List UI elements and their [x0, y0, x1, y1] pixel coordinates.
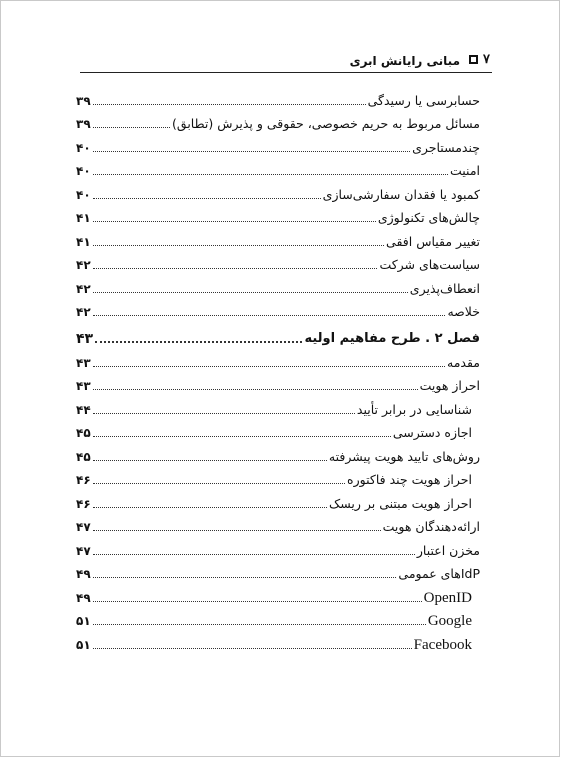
- toc-entry-title: اجازه دسترسی: [392, 425, 472, 440]
- dot-leader: [93, 268, 378, 269]
- toc-entry-page-number: ۵۱: [76, 637, 91, 652]
- toc-entry-page-number: ۴۱: [76, 234, 91, 249]
- toc-entry[interactable]: [76, 536, 480, 560]
- header-page-number: ۷: [483, 52, 490, 67]
- toc-entry-page-number: ۴۶: [76, 473, 91, 487]
- dot-leader: [95, 341, 302, 343]
- dot-leader: [93, 507, 327, 508]
- dot-leader: [93, 436, 391, 437]
- toc-entry-title: Facebook: [413, 636, 472, 653]
- dot-leader: [93, 174, 448, 175]
- dot-leader: [93, 413, 355, 414]
- toc-entry-page-number: ۴۳: [76, 331, 94, 347]
- toc-entry-title: تغییر مقیاس افقی: [386, 233, 480, 249]
- toc-entry[interactable]: [76, 630, 480, 654]
- toc-entry-page-number: ۴۶: [76, 496, 91, 511]
- toc-entry[interactable]: [76, 395, 480, 419]
- toc-entry[interactable]: [76, 560, 480, 584]
- toc-entry-title: سیاست‌های شرکت: [379, 257, 480, 272]
- square-outline-icon: [469, 55, 478, 64]
- toc-entry-page-number: ۴۷: [76, 543, 91, 558]
- toc-entry-title: مخزن اعتبار: [416, 542, 480, 558]
- dot-leader: [93, 292, 408, 293]
- toc-entry-page-number: ۴۲: [76, 258, 91, 272]
- dot-leader: [93, 624, 426, 625]
- toc-entry-page-number: ۴۴: [76, 402, 91, 417]
- toc-entry-page-number: ۴۱: [76, 211, 91, 225]
- toc-entry-page-number: ۴۲: [76, 305, 91, 319]
- toc-entry[interactable]: [76, 251, 480, 275]
- header-book-title: مبانی رایانش ابری: [349, 54, 460, 68]
- dot-leader: [93, 460, 327, 461]
- toc-entry[interactable]: [76, 466, 480, 490]
- dot-leader: [93, 366, 445, 367]
- toc-entry-page-number: ۴۰: [76, 187, 91, 202]
- toc-entry[interactable]: [76, 607, 480, 631]
- dot-leader: [93, 198, 321, 199]
- toc-entry[interactable]: [76, 513, 480, 537]
- toc-entry-title: IdPهای عمومی: [398, 566, 480, 581]
- dot-leader: [93, 104, 366, 105]
- dot-leader: [93, 554, 415, 555]
- toc-entry[interactable]: [76, 204, 480, 228]
- toc-entry[interactable]: [76, 298, 480, 322]
- toc-entry-title: امنیت: [450, 163, 480, 178]
- toc-entry-page-number: ۴۳: [76, 379, 91, 393]
- toc-entry[interactable]: [76, 274, 480, 298]
- dot-leader: [93, 221, 376, 222]
- toc-entry[interactable]: [76, 348, 480, 372]
- toc-entry-title: ارائه‌دهندگان هویت: [382, 519, 480, 534]
- toc-entry-title: فصل ۲ . طرح مفاهیم اولیه: [304, 331, 480, 346]
- toc-entry[interactable]: [76, 583, 480, 607]
- toc-entry[interactable]: [76, 442, 480, 466]
- toc-entry[interactable]: [76, 180, 480, 204]
- toc-entry-page-number: ۴۵: [76, 449, 91, 464]
- toc-entry-title: مسائل مربوط به حریم خصوصی، حقوقی و پذیرش (تطابق): [172, 116, 480, 131]
- dot-leader: [93, 648, 412, 649]
- toc-entry-page-number: ۵۱: [76, 614, 91, 628]
- dot-leader: [93, 530, 381, 531]
- toc-entry-page-number: ۴۰: [76, 140, 91, 155]
- toc-entry-title: حسابرسی یا رسیدگی: [367, 92, 480, 108]
- dot-leader: [93, 245, 384, 246]
- toc-entry-page-number: ۴۵: [76, 426, 91, 440]
- toc-entry[interactable]: [76, 133, 480, 157]
- toc-entry-title: مقدمه: [447, 354, 480, 370]
- dot-leader: [93, 601, 422, 602]
- toc-entry-title: روش‌های تایید هویت پیشرفته: [328, 448, 480, 464]
- toc-entry-title: کمبود یا فقدان سفارشی‌سازی: [322, 186, 480, 202]
- dot-leader: [93, 577, 397, 578]
- toc-entry-title: خلاصه: [447, 304, 480, 319]
- toc-entry-title: چندمستاجری: [412, 139, 480, 155]
- toc-entry[interactable]: [76, 419, 480, 443]
- toc-entry-title: Google: [427, 613, 472, 629]
- toc-entry-page-number: ۴۰: [76, 164, 91, 178]
- toc-entry-page-number: ۳۹: [76, 117, 91, 131]
- toc-entry[interactable]: [76, 110, 480, 134]
- toc-entry-page-number: ۴۲: [76, 281, 91, 296]
- toc-entry-title: احراز هویت چند فاکتوره: [347, 472, 472, 487]
- toc-entry-title: احراز هویت مبتنی بر ریسک: [329, 495, 472, 511]
- toc-chapter-entry[interactable]: [76, 321, 480, 348]
- toc-entry-page-number: ۴۷: [76, 520, 91, 534]
- toc-entry[interactable]: [76, 157, 480, 181]
- toc-entry-page-number: ۴۹: [76, 590, 91, 605]
- dot-leader: [93, 389, 418, 390]
- toc-entry-title: شناسایی در برابر تأیید: [356, 401, 472, 417]
- toc-entry[interactable]: [76, 86, 480, 110]
- table-of-contents: [76, 86, 480, 654]
- toc-entry[interactable]: [76, 372, 480, 396]
- running-header: [80, 48, 492, 73]
- dot-leader: [93, 151, 410, 152]
- toc-entry-title: OpenID: [423, 589, 472, 606]
- toc-entry[interactable]: [76, 489, 480, 513]
- toc-entry-title: چالش‌های تکنولوژی: [377, 210, 480, 225]
- toc-entry-page-number: ۳۹: [76, 93, 91, 108]
- toc-entry-title: احراز هویت: [419, 378, 480, 393]
- dot-leader: [93, 315, 446, 316]
- dot-leader: [93, 483, 345, 484]
- dot-leader: [93, 127, 170, 128]
- toc-entry-title: انعطاف‌پذیری: [409, 280, 480, 296]
- toc-entry-page-number: ۴۹: [76, 567, 91, 581]
- toc-entry[interactable]: [76, 227, 480, 251]
- toc-entry-page-number: ۴۳: [76, 355, 91, 370]
